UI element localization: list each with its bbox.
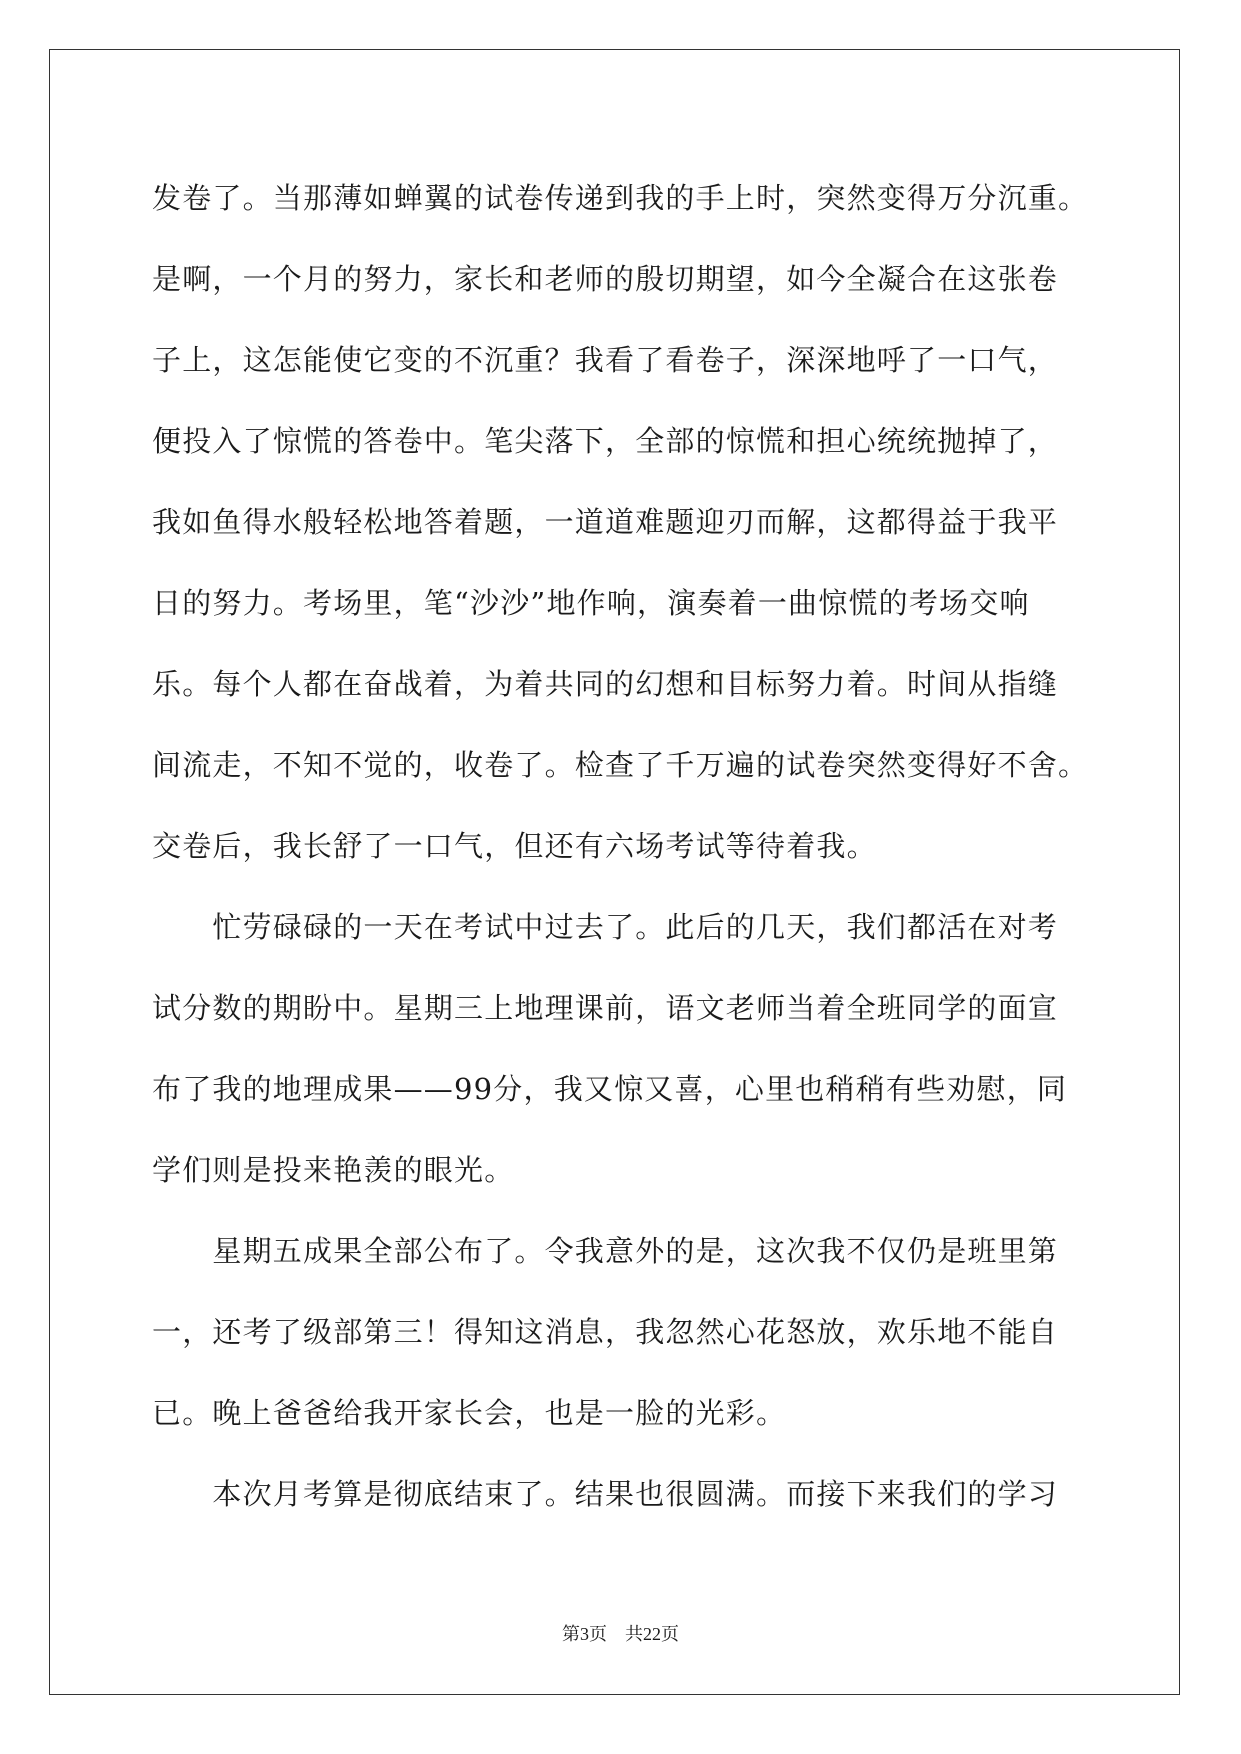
text-line: 交卷后，我长舒了一口气，但还有六场考试等待着我。 bbox=[152, 829, 877, 863]
text-line: 一，还考了级部第三！得知这消息，我忽然心花怒放，欢乐地不能自 bbox=[152, 1315, 1059, 1349]
document-body bbox=[152, 158, 1089, 1535]
text-line: 我如鱼得水般轻松地答着题，一道道难题迎刃而解，这都得益于我平 bbox=[152, 505, 1059, 539]
text-line: 本次月考算是彻底结束了。结果也很圆满。而接下来我们的学习 bbox=[152, 1477, 1059, 1511]
text-line: 布了我的地理成果——99分，我又惊又喜，心里也稍稍有些劝慰，同 bbox=[152, 1072, 1068, 1106]
text-line: 日的努力。考场里，笔“沙沙”地作响，演奏着一曲惊慌的考场交响 bbox=[152, 586, 1030, 620]
text-line: 学们则是投来艳羡的眼光。 bbox=[152, 1153, 515, 1187]
page-number-footer: 第3页 共22页 bbox=[562, 1624, 679, 1644]
text-line: 忙劳碌碌的一天在考试中过去了。此后的几天，我们都活在对考 bbox=[152, 910, 1059, 944]
text-line: 试分数的期盼中。星期三上地理课前，语文老师当着全班同学的面宣 bbox=[152, 991, 1059, 1025]
text-line: 便投入了惊慌的答卷中。笔尖落下，全部的惊慌和担心统统抛掉了， bbox=[152, 424, 1059, 458]
text-line: 已。晚上爸爸给我开家长会，也是一脸的光彩。 bbox=[152, 1396, 787, 1430]
text-line: 子上，这怎能使它变的不沉重？我看了看卷子，深深地呼了一口气， bbox=[152, 343, 1059, 377]
text-line: 发卷了。当那薄如蝉翼的试卷传递到我的手上时，突然变得万分沉重。 bbox=[152, 181, 1089, 215]
text-line: 间流走，不知不觉的，收卷了。检查了千万遍的试卷突然变得好不舍。 bbox=[152, 748, 1089, 782]
text-line: 是啊，一个月的努力，家长和老师的殷切期望，如今全凝合在这张卷 bbox=[152, 262, 1059, 296]
text-line: 星期五成果全部公布了。令我意外的是，这次我不仅仍是班里第 bbox=[152, 1234, 1059, 1268]
text-line: 乐。每个人都在奋战着，为着共同的幻想和目标努力着。时间从指缝 bbox=[152, 667, 1059, 701]
